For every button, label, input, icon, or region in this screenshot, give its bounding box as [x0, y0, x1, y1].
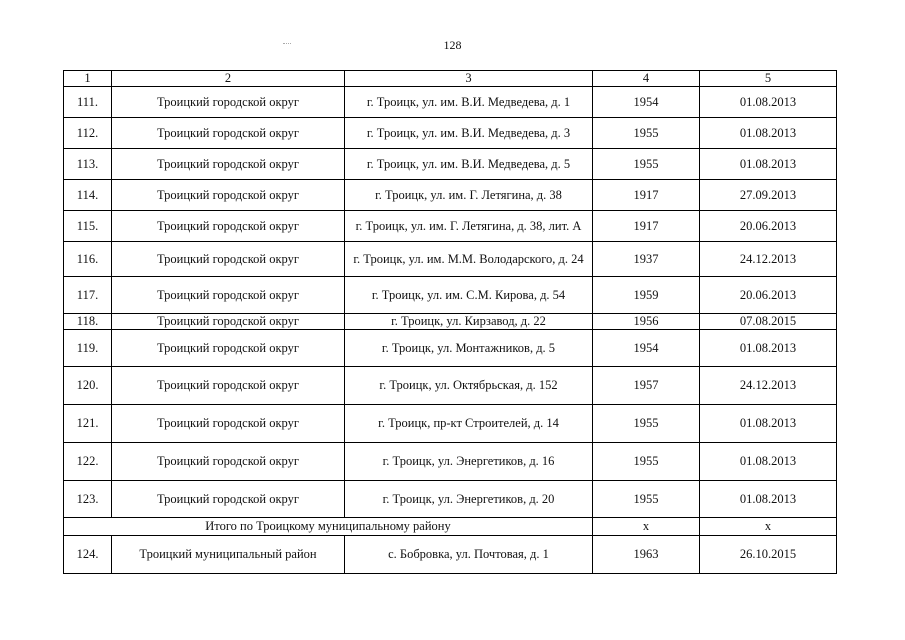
year-cell: 1959 — [593, 277, 700, 314]
row-number: 112. — [64, 118, 112, 149]
column-header: 1 — [64, 71, 112, 87]
table-row — [64, 314, 837, 330]
address-cell: г. Троицк, ул. Энергетиков, д. 20 — [345, 481, 593, 518]
address-cell: г. Троицк, ул. Энергетиков, д. 16 — [345, 443, 593, 481]
year-cell: 1963 — [593, 536, 700, 574]
column-header: 2 — [112, 71, 345, 87]
district-cell: Троицкий городской округ — [112, 277, 345, 314]
table-row — [64, 149, 837, 180]
row-number: 113. — [64, 149, 112, 180]
year-cell: 1955 — [593, 443, 700, 481]
year-cell: 1956 — [593, 314, 700, 330]
district-cell: Троицкий городской округ — [112, 330, 345, 367]
table-row — [64, 87, 837, 118]
row-number: 117. — [64, 277, 112, 314]
address-cell: г. Троицк, ул. им. В.И. Медведева, д. 3 — [345, 118, 593, 149]
table-row — [64, 242, 837, 277]
address-cell: г. Троицк, ул. им. С.М. Кирова, д. 54 — [345, 277, 593, 314]
address-cell: г. Троицк, ул. им. В.И. Медведева, д. 5 — [345, 149, 593, 180]
district-cell: Троицкий городской округ — [112, 149, 345, 180]
row-number: 120. — [64, 367, 112, 405]
address-cell: г. Троицк, ул. им. М.М. Володарского, д. 24 — [345, 242, 593, 277]
district-cell: Троицкий городской округ — [112, 118, 345, 149]
district-cell: Троицкий муниципальный район — [112, 536, 345, 574]
column-header: 3 — [345, 71, 593, 87]
subtotal-label: Итого по Троицкому муниципальному району — [64, 518, 593, 536]
date-cell: 27.09.2013 — [700, 180, 837, 211]
year-cell: 1917 — [593, 211, 700, 242]
table-row — [64, 367, 837, 405]
row-number: 124. — [64, 536, 112, 574]
district-cell: Троицкий городской округ — [112, 87, 345, 118]
registry-table — [63, 70, 837, 574]
district-cell: Троицкий городской округ — [112, 405, 345, 443]
subtotal-col4: х — [593, 518, 700, 536]
date-cell: 01.08.2013 — [700, 149, 837, 180]
district-cell: Троицкий городской округ — [112, 314, 345, 330]
table-row — [64, 330, 837, 367]
district-cell: Троицкий городской округ — [112, 242, 345, 277]
table-row — [64, 277, 837, 314]
date-cell: 20.06.2013 — [700, 277, 837, 314]
table-row — [64, 536, 837, 574]
subtotal-col5: х — [700, 518, 837, 536]
table-row — [64, 211, 837, 242]
header-row — [64, 71, 837, 87]
date-cell: 01.08.2013 — [700, 405, 837, 443]
date-cell: 26.10.2015 — [700, 536, 837, 574]
table-row — [64, 405, 837, 443]
date-cell: 01.08.2013 — [700, 443, 837, 481]
table-row — [64, 118, 837, 149]
table-row — [64, 180, 837, 211]
address-cell: г. Троицк, ул. им. Г. Летягина, д. 38 — [345, 180, 593, 211]
table-row — [64, 443, 837, 481]
address-cell: г. Троицк, ул. Октябрьская, д. 152 — [345, 367, 593, 405]
year-cell: 1937 — [593, 242, 700, 277]
row-number: 122. — [64, 443, 112, 481]
date-cell: 20.06.2013 — [700, 211, 837, 242]
row-number: 116. — [64, 242, 112, 277]
address-cell: г. Троицк, ул. Монтажников, д. 5 — [345, 330, 593, 367]
address-cell: г. Троицк, ул. им. В.И. Медведева, д. 1 — [345, 87, 593, 118]
year-cell: 1955 — [593, 149, 700, 180]
address-cell: с. Бобровка, ул. Почтовая, д. 1 — [345, 536, 593, 574]
year-cell: 1917 — [593, 180, 700, 211]
page-number: 128 — [443, 38, 462, 52]
district-cell: Троицкий городской округ — [112, 443, 345, 481]
date-cell: 01.08.2013 — [700, 330, 837, 367]
address-cell: г. Троицк, ул. Кирзавод, д. 22 — [345, 314, 593, 330]
table-row — [64, 481, 837, 518]
year-cell: 1954 — [593, 330, 700, 367]
row-number: 119. — [64, 330, 112, 367]
date-cell: 01.08.2013 — [700, 87, 837, 118]
address-cell: г. Троицк, ул. им. Г. Летягина, д. 38, лит. А — [345, 211, 593, 242]
column-header: 5 — [700, 71, 837, 87]
column-header: 4 — [593, 71, 700, 87]
date-cell: 01.08.2013 — [700, 118, 837, 149]
row-number: 118. — [64, 314, 112, 330]
year-cell: 1955 — [593, 481, 700, 518]
address-cell: г. Троицк, пр-кт Строителей, д. 14 — [345, 405, 593, 443]
row-number: 115. — [64, 211, 112, 242]
row-number: 123. — [64, 481, 112, 518]
district-cell: Троицкий городской округ — [112, 367, 345, 405]
row-number: 114. — [64, 180, 112, 211]
date-cell: 01.08.2013 — [700, 481, 837, 518]
year-cell: 1955 — [593, 405, 700, 443]
date-cell: 24.12.2013 — [700, 242, 837, 277]
year-cell: 1954 — [593, 87, 700, 118]
year-cell: 1955 — [593, 118, 700, 149]
year-cell: 1957 — [593, 367, 700, 405]
date-cell: 24.12.2013 — [700, 367, 837, 405]
row-number: 121. — [64, 405, 112, 443]
row-number: 111. — [64, 87, 112, 118]
date-cell: 07.08.2015 — [700, 314, 837, 330]
subtotal-row — [64, 518, 837, 536]
district-cell: Троицкий городской округ — [112, 481, 345, 518]
district-cell: Троицкий городской округ — [112, 180, 345, 211]
district-cell: Троицкий городской округ — [112, 211, 345, 242]
